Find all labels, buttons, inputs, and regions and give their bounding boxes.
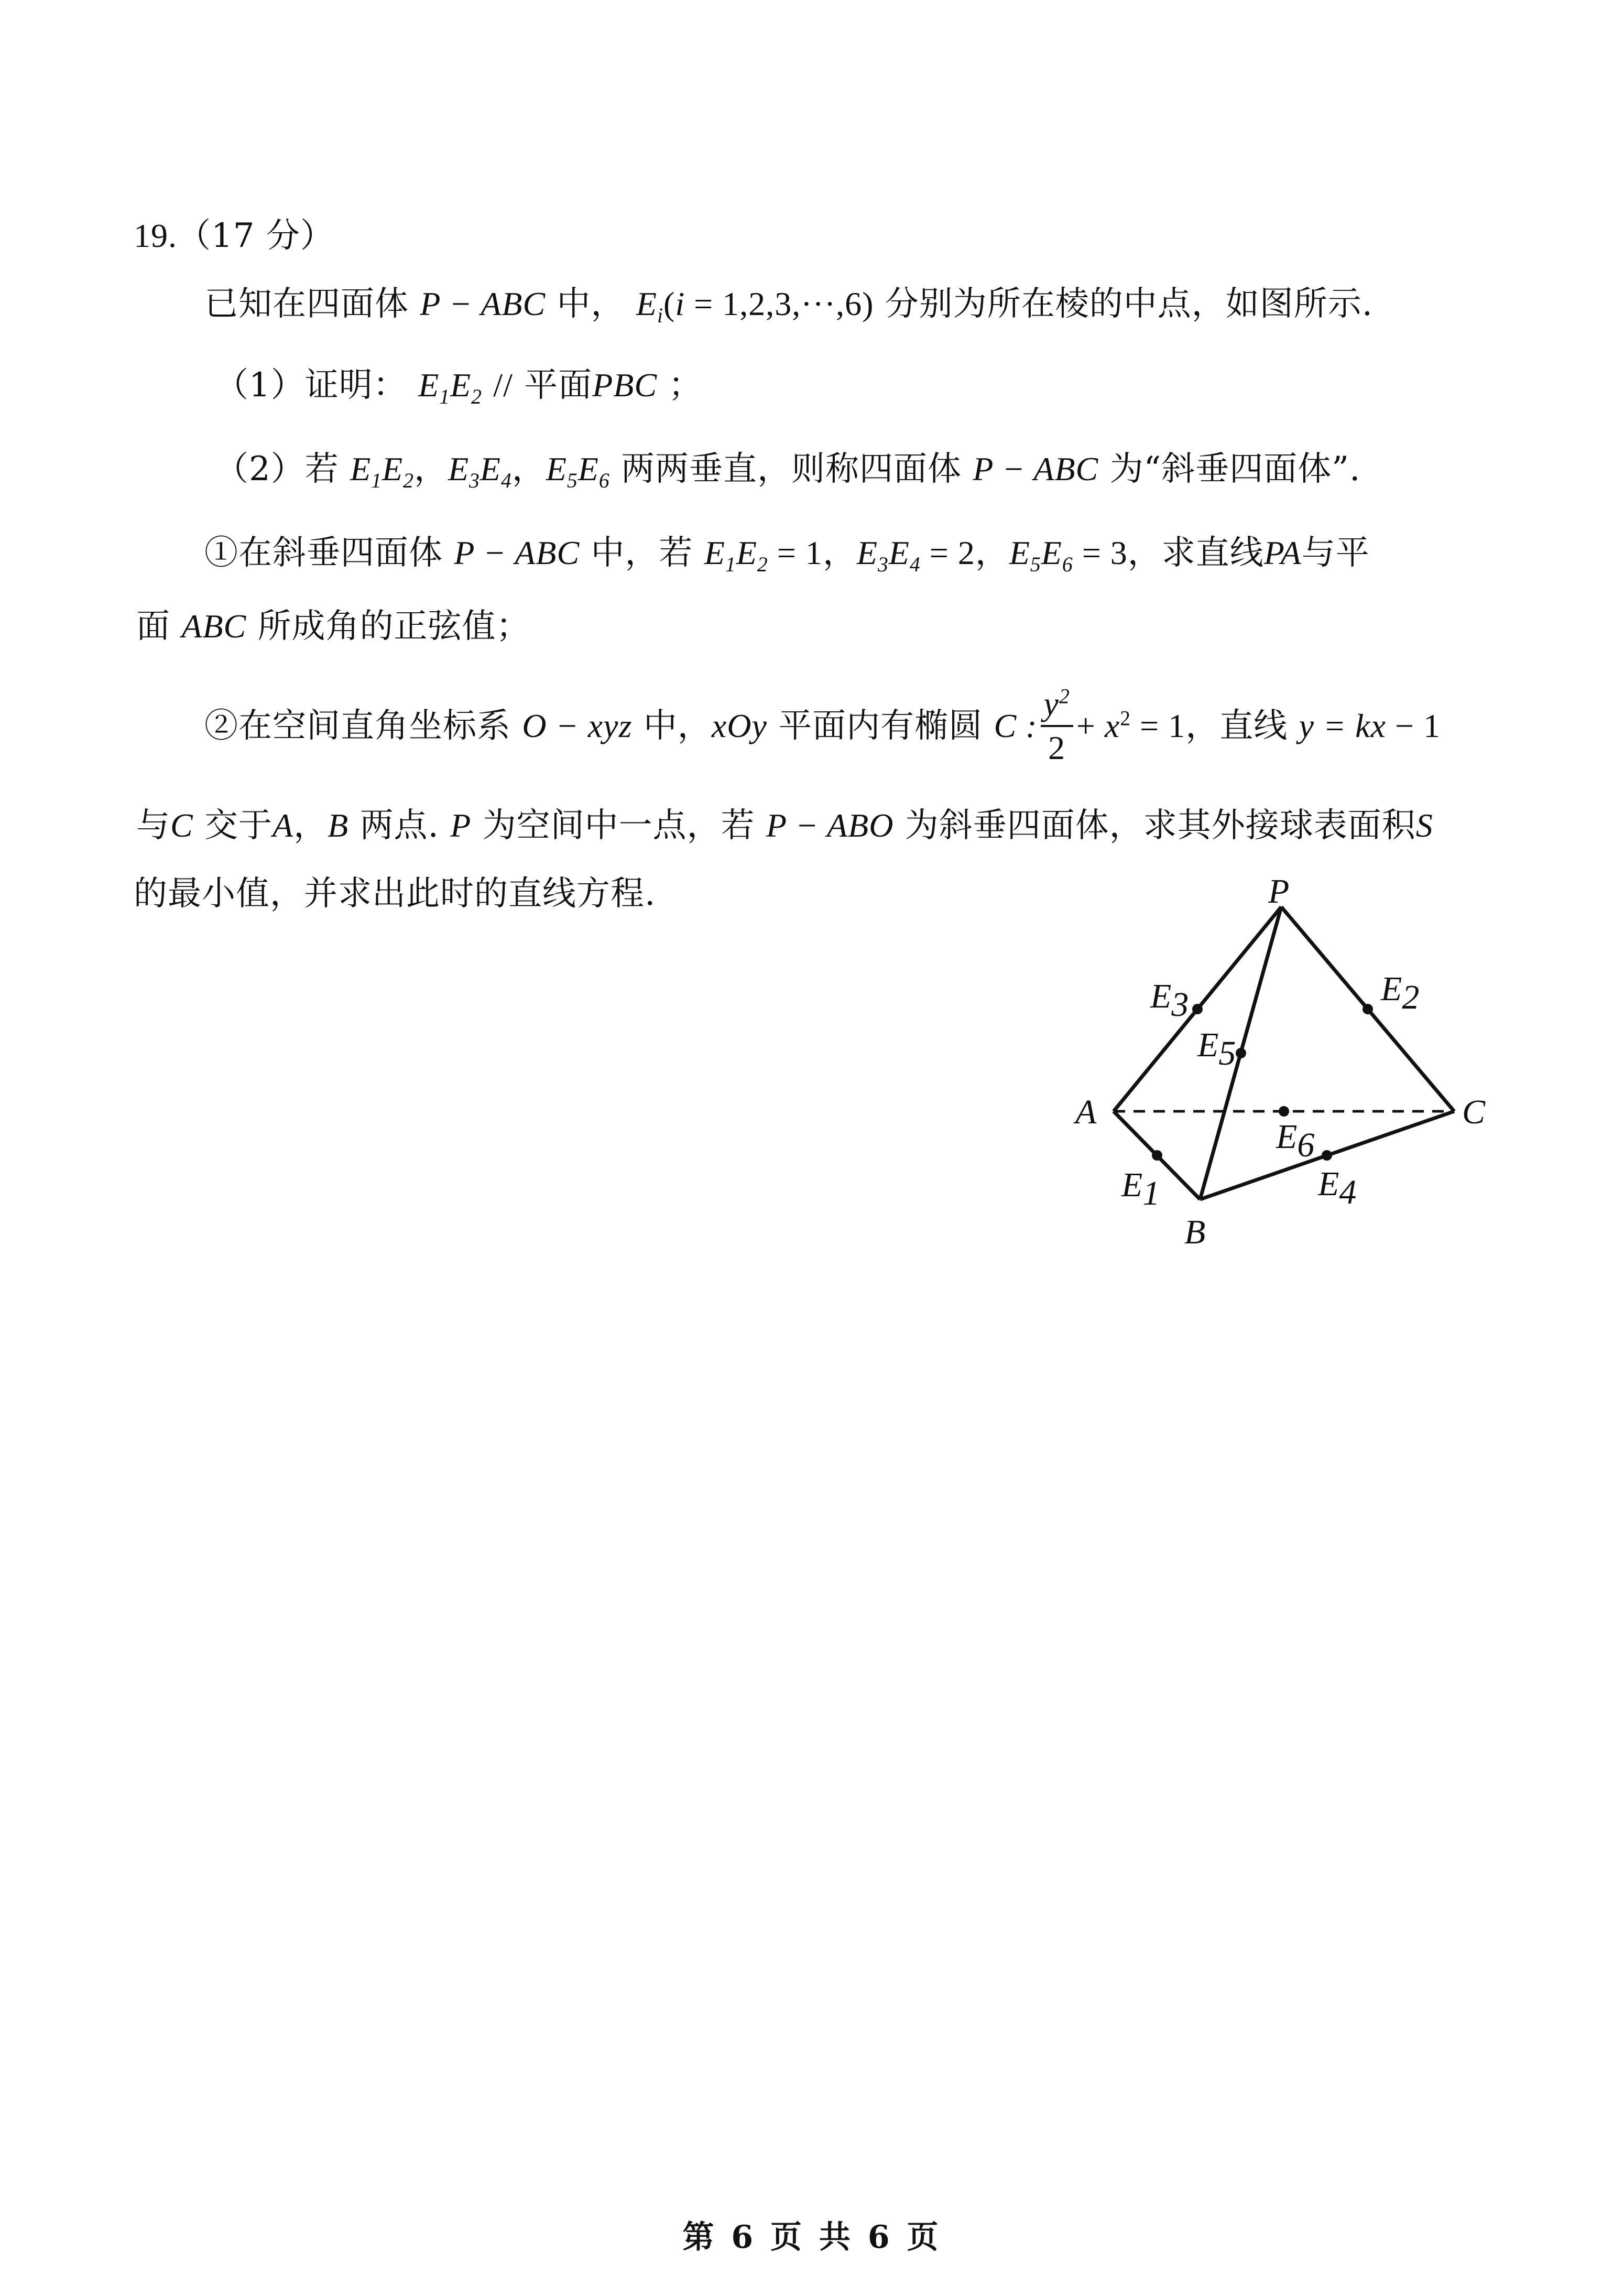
index-range: (i = 1,2,3,···,6): [663, 285, 874, 322]
intro-line: 已知在四面体 P − ABC 中， $E_i(i = 1,2,3,\cdot\cdot\cdot,6)$ 分别为所在棱的中点，如图所示.: [204, 285, 1374, 327]
midpoint-e4: [1322, 1150, 1332, 1161]
label-a: A: [1075, 1093, 1097, 1131]
question2-line: ②在空间直角坐标系 O − xyz 中，xOy 平面内有椭圆 C : $\frac{y^2}{2}$ + $x^2 = 1$，直线 y = kx − 1: [204, 681, 1441, 772]
question2-line3: 的最小值，并求出此时的直线方程.: [134, 874, 656, 913]
ellipse-equation: C : $\frac{y^2}{2}$ + $x^2 = 1$: [994, 707, 1186, 744]
midpoint-e6: [1279, 1106, 1289, 1117]
midpoint-e1: [1152, 1150, 1162, 1161]
label-e1: E1: [1121, 1166, 1160, 1212]
label-e2: E2: [1381, 970, 1420, 1016]
label-e5: E5: [1197, 1026, 1236, 1073]
label-e4: E4: [1318, 1165, 1357, 1211]
midpoint-notation: $E_i$: [636, 285, 663, 327]
problem-score: （17 分）: [177, 216, 334, 255]
label-e3: E3: [1150, 977, 1189, 1024]
label-c: C: [1462, 1093, 1486, 1131]
question2-line2: 与C 交于A，B 两点. P 为空间中一点，若 P − ABO 为斜垂四面体，求其外接球表面积S: [136, 806, 1433, 845]
part1-line: （1）证明： $E_1E_2$ // 平面PBC ；: [215, 366, 703, 408]
problem-header: [134, 212, 334, 259]
question1-line: ①在斜垂四面体 P − ABC 中，若 $E_1E_2 = 1$，$E_3E_4 = 2$，$E_5E_6 = 3$，求直线PA与平: [204, 534, 1370, 576]
label-p: P: [1268, 872, 1290, 911]
question1-line2: 面 ABC 所成角的正弦值；: [136, 607, 530, 646]
tetra-pabc: P − ABC: [420, 285, 546, 322]
problem-number: 19.: [134, 217, 177, 254]
part2-line: （2）若 $E_1E_2$，$E_3E_4$，$E_5E_6$ 两两垂直，则称四面体 P − ABC 为“斜垂四面体”.: [215, 450, 1361, 492]
midpoint-e3: [1192, 1004, 1203, 1014]
label-b: B: [1184, 1213, 1206, 1251]
segment-e1e2: $E_1E_2$: [418, 366, 482, 408]
midpoint-e5: [1236, 1048, 1246, 1058]
line-equation: y = kx − 1: [1299, 707, 1441, 744]
tetrahedron-figure: [1064, 870, 1535, 1258]
page-footer: 第 6 页 共 6 页: [682, 2219, 942, 2256]
parallel-symbol: //: [493, 366, 513, 404]
midpoint-e2: [1363, 1004, 1373, 1014]
label-e6: E6: [1276, 1118, 1315, 1164]
